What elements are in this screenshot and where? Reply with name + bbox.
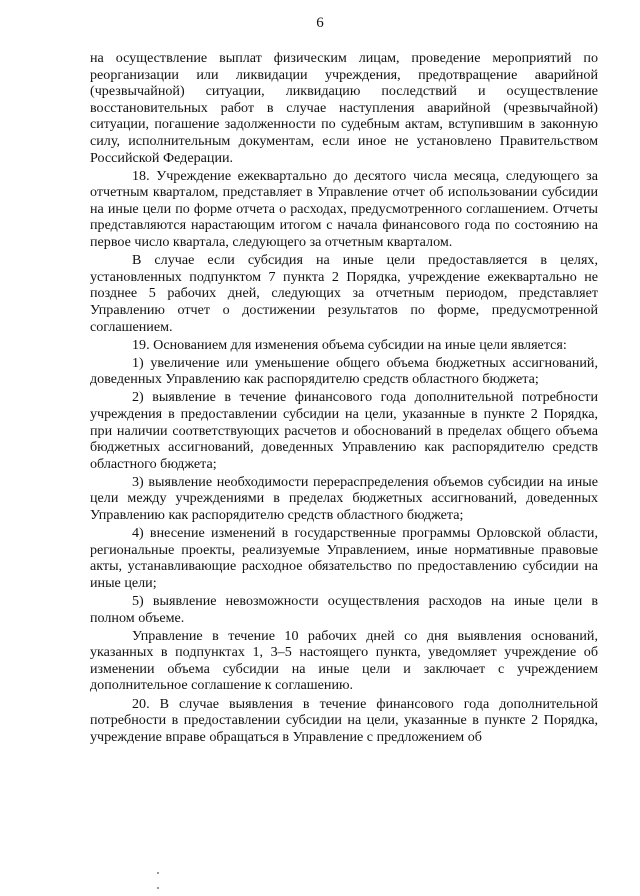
scan-speck [157, 872, 159, 874]
paragraph-item-20: 20. В случае выявления в течение финансового года дополнительной потребности в предоставлении субсидии на цели, указанные в пункте 2 Порядка, учреждение вправе обращаться в Управление с предложением об [90, 695, 598, 745]
page-number: 6 [316, 15, 324, 31]
paragraph-item-19: 19. Основанием для изменения объема субсидии на иные цели является: [132, 336, 567, 353]
paragraph-item-19-sub-5: 5) выявление невозможности осуществления расходов на иные цели в полном объеме. [90, 593, 598, 626]
document-body [90, 50, 598, 747]
paragraph-item-19-sub-2: 2) выявление в течение финансового года дополнительной потребности учреждения в предоставлении субсидии на цели, указанные в пункте 2 Порядка, при наличии соответствующих расчетов и обоснований в пределах общего объема бюджетных ассигнований, доведенных Управлению как распорядителю средств областного бюджета; [90, 389, 598, 472]
paragraph-item-19-sub-3: 3) выявление необходимости перераспределения объемов субсидии на иные цели между учреждениями в пределах бюджетных ассигнований, доведенных Управлению как распорядителю средств областного бюджета; [90, 473, 598, 524]
scan-speck [157, 887, 159, 889]
paragraph-item-19-sub-4: 4) внесение изменений в государственные программы Орловской области, региональные проекты, реализуемые Управлением, иные нормативные правовые акты, устанавливающие расходное обязательство по предоставлению субсидии на иные цели; [90, 525, 598, 591]
paragraph-continuation: на осуществление выплат физическим лицам, проведение мероприятий по реорганизации или ликвидации учреждения, предотвращение аварийной (чрезвычайной) ситуации, ликвидацию последствий и осуществление восстановительных работ в случае наступления аварийной (чрезвычайной) ситуации, погашение задолженности по судебным актам, вступившим в законную силу, исполнительным документам, если иное не установлено Правительством Российской Федерации. [90, 50, 598, 166]
paragraph-item-18: 18. Учреждение ежеквартально до десятого числа месяца, следующего за отчетным кварталом, представляет в Управление отчет об использовании субсидии на иные цели по форме отчета о расходах, предусмотренного соглашением. Отчеты представляются нарастающим итогом с начала финансового года по состоянию на первое число квартала, следующего за отчетным кварталом. [90, 167, 598, 251]
paragraph-item-18-subsidy-case: В случае если субсидия на иные цели предоставляется в целях, установленных подпунктом 7 пункта 2 Порядка, учреждение ежеквартально не позднее 5 рабочих дней, следующих за отчетным периодом, представляет Управлению отчет о достижении результатов по форме, предусмотренной соглашением. [90, 252, 598, 335]
paragraph-item-19-sub-1: 1) увеличение или уменьшение общего объема бюджетных ассигнований, доведенных Управлению как распорядителю средств областного бюджета; [90, 354, 598, 388]
paragraph-item-19-notice: Управление в течение 10 рабочих дней со дня выявления оснований, указанных в подпунктах 1, 3–5 настоящего пункта, уведомляет учреждение об изменении объема субсидии на иные цели и заключает с учреждением дополнительное соглашение к соглашению. [90, 627, 598, 694]
